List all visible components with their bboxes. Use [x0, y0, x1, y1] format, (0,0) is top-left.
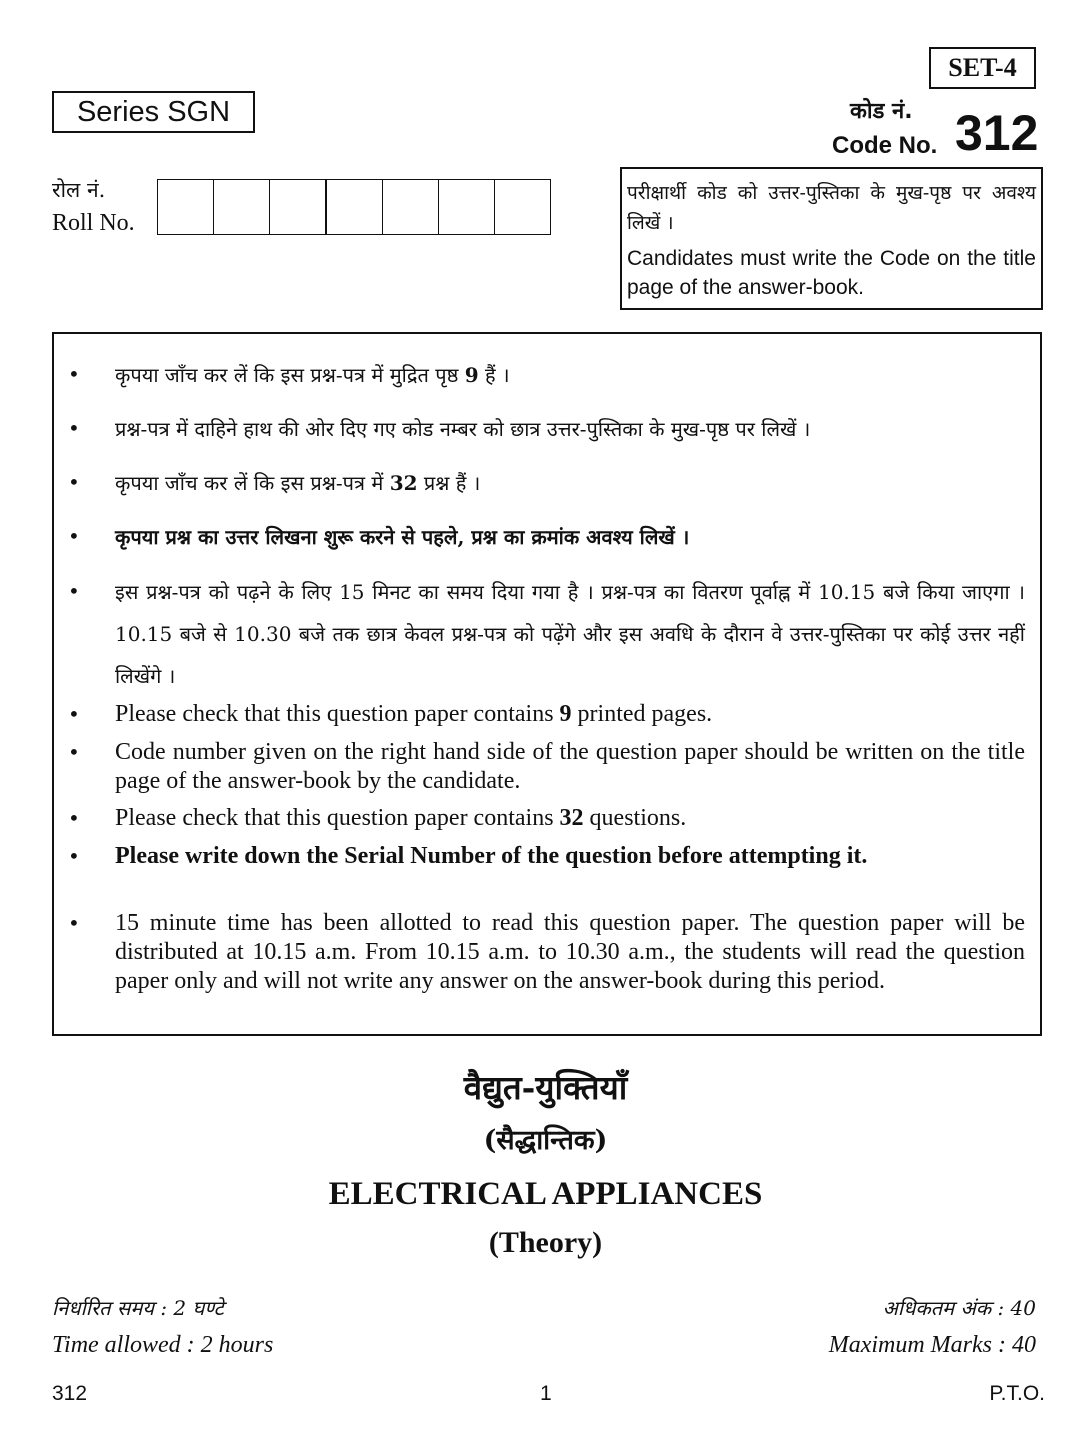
- roll-number-boxes[interactable]: [157, 179, 551, 235]
- roll-label-hindi: रोल नं.: [52, 178, 106, 202]
- code-number: 312: [955, 105, 1039, 161]
- subject-subtitle-hindi: (सैद्धान्तिक): [483, 1125, 608, 1156]
- time-allowed-hindi: निर्धारित समय : 2 घण्टे: [52, 1296, 224, 1320]
- candidate-note-hindi: परीक्षार्थी कोड को उत्तर-पुस्तिका के मुख-पृष्ठ पर अवश्य लिखें ।: [627, 182, 1036, 234]
- max-marks-english: Maximum Marks : 40: [828, 1332, 1036, 1358]
- instruction-hi-3: कृपया जाँच कर लें कि इस प्रश्न-पत्र में 32 प्रश्न हैं ।: [115, 471, 481, 495]
- bullet: •: [68, 470, 80, 494]
- bullet: •: [68, 524, 80, 548]
- roll-digit-box[interactable]: [495, 180, 550, 234]
- bullet: •: [68, 844, 80, 868]
- time-allowed-english: Time allowed : 2 hours: [52, 1332, 274, 1358]
- roll-digit-box[interactable]: [214, 180, 270, 234]
- subject-title-english: ELECTRICAL APPLIANCES: [328, 1176, 763, 1212]
- bullet: •: [68, 806, 80, 830]
- instruction-en-2: Code number given on the right hand side of the question paper should be written on the title page of the answer-book by the candidate.: [115, 739, 1025, 794]
- set-number-box: [929, 47, 1036, 89]
- instruction-hi-5: इस प्रश्न-पत्र को पढ़ने के लिए 15 मिनट का समय दिया गया है । प्रश्न-पत्र का वितरण पूर्वाह्न में 10.15 बजे किया जाएगा । 10.15 बजे से 10.30 बजे तक छात्र केवल प्रश्न-पत्र को पढ़ेंगे और इस अवधि के दौरान वे उत्तर-पुस्तिका पर कोई उत्तर नहीं लिखेंगे ।: [115, 580, 1025, 688]
- bullet: •: [68, 416, 80, 440]
- roll-digit-box[interactable]: [439, 180, 495, 234]
- subject-title-hindi: वैद्युत-युक्तियाँ: [463, 1068, 628, 1107]
- bullet: •: [68, 702, 80, 726]
- candidate-note-english: Candidates must write the Code on the title page of the answer-book.: [627, 247, 1036, 299]
- bullet: •: [68, 362, 80, 386]
- bullet: •: [68, 911, 80, 935]
- subject-subtitle-english: (Theory): [488, 1226, 603, 1259]
- pto-label: P.T.O.: [989, 1382, 1045, 1405]
- instruction-en-5: 15 minute time has been allotted to read this question paper. The question paper will be distributed at 10.15 a.m. From 10.15 a.m. to 10.30 a.m., the students will read the question paper only and will not write any answer on the answer-book during this period.: [115, 910, 1025, 994]
- page-number: 1: [540, 1382, 552, 1405]
- code-label-english: Code No.: [832, 132, 938, 159]
- instruction-hi-2: प्रश्न-पत्र में दाहिने हाथ की ओर दिए गए कोड नम्बर को छात्र उत्तर-पुस्तिका के मुख-पृष्ठ पर लिखें ।: [115, 417, 811, 441]
- bullet: •: [68, 579, 80, 603]
- instruction-hi-4: कृपया प्रश्न का उत्तर लिखना शुरू करने से पहले, प्रश्न का क्रमांक अवश्य लिखें ।: [115, 525, 690, 549]
- code-label-hindi: कोड नं.: [850, 99, 913, 124]
- set-number: SET-4: [948, 53, 1017, 82]
- candidate-note-box: [620, 167, 1043, 310]
- max-marks-hindi: अधिकतम अंक : 40: [882, 1296, 1036, 1320]
- roll-label-english: Roll No.: [52, 210, 135, 236]
- instruction-en-3: Please check that this question paper contains 32 questions.: [115, 805, 687, 831]
- roll-digit-box[interactable]: [327, 180, 383, 234]
- roll-digit-box[interactable]: [158, 180, 214, 234]
- series-label: Series SGN: [52, 91, 255, 133]
- roll-digit-box[interactable]: [270, 180, 327, 234]
- roll-digit-box[interactable]: [383, 180, 439, 234]
- bullet: •: [68, 740, 80, 764]
- instruction-hi-1: कृपया जाँच कर लें कि इस प्रश्न-पत्र में मुद्रित पृष्ठ 9 हैं ।: [115, 363, 510, 387]
- instructions-box: [52, 332, 1042, 1036]
- instruction-en-1: Please check that this question paper contains 9 printed pages.: [115, 701, 713, 727]
- instruction-en-4: Please write down the Serial Number of the question before attempting it.: [115, 843, 868, 869]
- footer-code: 312: [52, 1382, 88, 1405]
